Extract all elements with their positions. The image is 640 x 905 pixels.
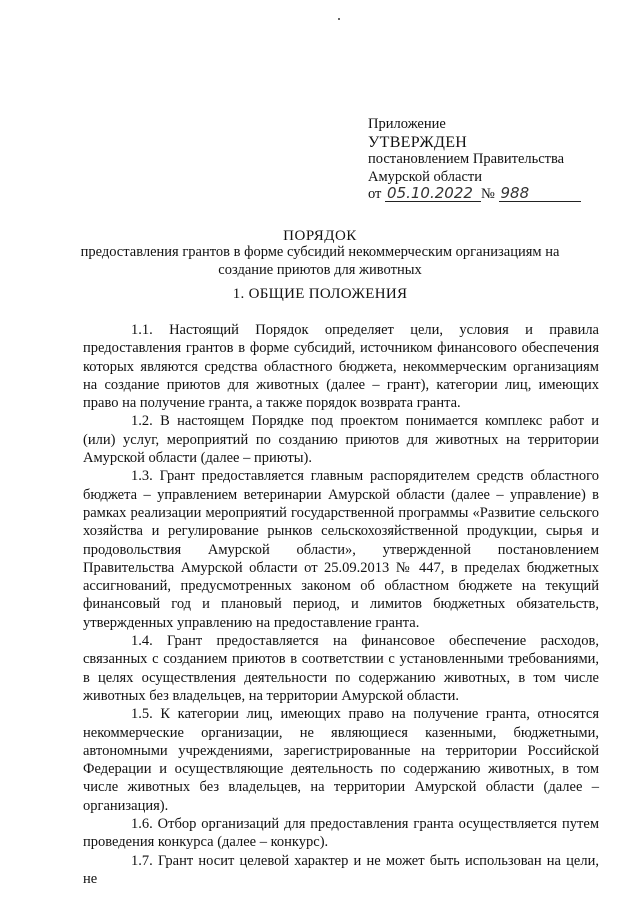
paragraph-1-1: 1.1. Настоящий Порядок определяет цели, условия и правила предоставления грантов в форме субсидий, источником финансового обеспечения которых являются средства областного бюджета, некоммерческим организациям на создание приютов для животных (далее – грант), категории лиц, имеющих право на получение гранта, а также порядок возврата гранта. — [83, 322, 599, 412]
document-title: ПОРЯДОК — [283, 228, 357, 244]
date-number-line — [368, 186, 581, 204]
number-prefix: № — [481, 186, 495, 202]
handwritten-date: 05.10.2022 — [385, 186, 481, 202]
subtitle-line-2: создание приютов для животных — [218, 261, 422, 278]
document-body — [83, 321, 599, 888]
approved-by-line1: постановлением Правительства — [368, 151, 565, 167]
paragraph-1-2: 1.2. В настоящем Порядке под проектом понимается комплекс работ и (или) услуг, мероприятий по созданию приютов для животных на территории Амурской области (далее – приюты). — [83, 413, 599, 467]
document-subtitle — [0, 244, 640, 279]
handwritten-number: 988 — [499, 186, 581, 202]
paragraph-1-3: 1.3. Грант предоставляется главным распорядителем средств областного бюджета – управлением ветеринарии Амурской области (далее – управление) в рамках реализации мероприятий государственной программы «Развитие сельского хозяйства и регулирование рынков сельскохозяйственной продукции, сырья и продовольствия Амурской области», утвержденной постановлением Правительства Амурской области от 25.09.2013 № 447, в пределах бюджетных ассигнований, предусмотренных законом об областном бюджете на текущий финансовый год и плановый период, и лимитов бюджетных обязательств, утвержденных управлению на предоставление гранта. — [83, 468, 599, 631]
scan-speck — [338, 18, 340, 20]
paragraph-1-4: 1.4. Грант предоставляется на финансовое обеспечение расходов, связанных с созданием приютов в соответствии с установленными требованиями, в целях осуществления деятельности по содержанию животных, в том числе животных без владельцев, на территории Амурской области. — [83, 633, 599, 704]
approval-block — [368, 116, 581, 204]
date-prefix: от — [368, 186, 382, 202]
appendix-label: Приложение — [368, 116, 446, 132]
section-heading: 1. ОБЩИЕ ПОЛОЖЕНИЯ — [232, 286, 408, 302]
paragraph-1-7: 1.7. Грант носит целевой характер и не может быть использован на цели, не — [83, 852, 599, 887]
approved-by-line2: Амурской области — [368, 168, 482, 185]
subtitle-line-1: предоставления грантов в форме субсидий некоммерческим организациям на — [80, 244, 560, 260]
approved-label: УТВЕРЖДЕН — [368, 133, 468, 151]
paragraph-1-6: 1.6. Отбор организаций для предоставления гранта осуществляется путем проведения конкурса (далее – конкурс). — [83, 816, 599, 851]
paragraph-1-5: 1.5. К категории лиц, имеющих право на получение гранта, относятся некоммерческие организации, не являющиеся казенными, бюджетными, автономными учреждениями, зарегистрированные на территории Российской Федерации и осуществляющие деятельность по содержанию животных, в том числе животных без владельцев, на территории Амурской области (далее – организация). — [83, 706, 599, 814]
